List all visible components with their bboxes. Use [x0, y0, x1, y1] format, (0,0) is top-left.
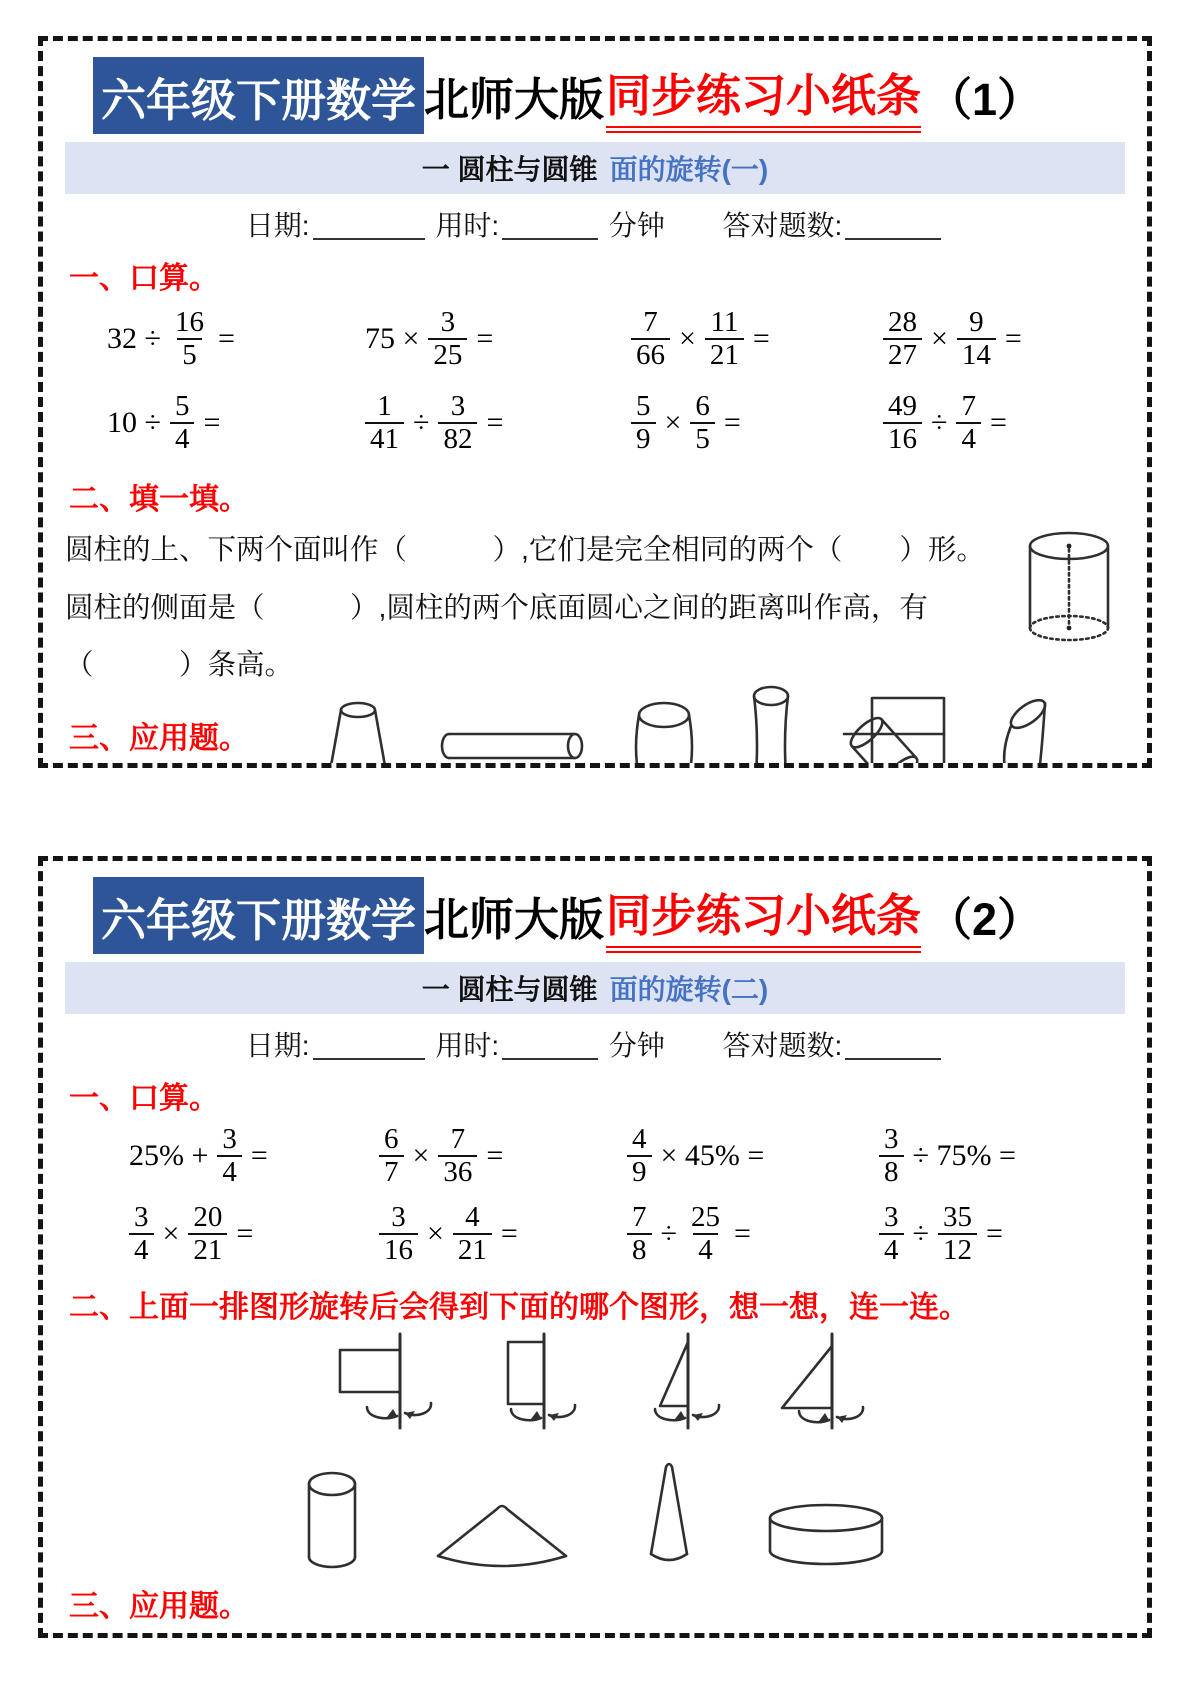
curved-cylinder-icon — [740, 697, 802, 768]
math-token: × — [162, 1217, 180, 1250]
score-label: 答对题数: — [722, 210, 843, 241]
fraction: $\frac{1}{41}$ — [365, 391, 404, 456]
math-problem — [631, 381, 883, 465]
math-problem — [365, 381, 631, 465]
math-token: = — [752, 322, 770, 355]
time-label: 用时: — [435, 1030, 500, 1061]
worksheet-2-title — [93, 877, 1125, 954]
score-label: 答对题数: — [722, 1030, 843, 1061]
math-token: ÷ — [413, 406, 430, 439]
fraction: $\frac{20}{21}$ — [188, 1202, 227, 1267]
unit-name: 一 圆柱与圆锥 — [421, 154, 598, 185]
math-token: = — [723, 406, 741, 439]
tapered-cylinder-figure — [316, 697, 400, 768]
fraction: $\frac{6}{7}$ — [379, 1124, 404, 1189]
time-blank — [502, 1032, 598, 1060]
math-token: ÷ — [931, 406, 948, 439]
rotating-shapes-row — [65, 1330, 1125, 1434]
solid-cylinder-tall-icon — [298, 1468, 366, 1572]
title-series-red: 同步练习小纸条 — [606, 879, 921, 953]
math-problem — [365, 297, 631, 381]
score-blank — [845, 212, 941, 240]
rotating-triangle-wide-icon — [752, 1330, 870, 1434]
tapered-cylinder-icon — [316, 697, 400, 768]
title-grade-highlight: 六年级下册数学 — [93, 57, 424, 134]
math-problem — [627, 1117, 879, 1195]
math-problem — [129, 1117, 379, 1195]
fraction: $\frac{11}{21}$ — [705, 307, 744, 372]
math-token: = — [1004, 322, 1022, 355]
fraction: $\frac{7}{36}$ — [438, 1124, 477, 1189]
worksheet-1 — [38, 36, 1152, 768]
fraction: $\frac{7}{4}$ — [956, 391, 981, 456]
math-problem — [379, 1117, 627, 1195]
vertical-cylinder-icon — [624, 697, 704, 768]
math-token: = — [236, 1217, 254, 1250]
rotating-triangle-narrow-icon — [608, 1330, 726, 1434]
math-problem — [883, 297, 1125, 381]
math-token: = — [733, 1217, 751, 1250]
oral-problems-grid — [65, 297, 1125, 465]
rotating-triangle-wide-figure — [752, 1330, 870, 1434]
unit-banner — [65, 142, 1125, 194]
fraction: $\frac{28}{27}$ — [883, 307, 922, 372]
worksheet-1-title — [93, 57, 1125, 134]
math-problem — [379, 1195, 627, 1273]
fraction: $\frac{16}{5}$ — [174, 305, 204, 371]
math-problem — [631, 297, 883, 381]
lesson-topic: 面的旋转(一) — [609, 154, 769, 185]
math-token: × — [679, 322, 696, 355]
fraction: $\frac{7}{8}$ — [627, 1202, 652, 1267]
fraction: $\frac{49}{16}$ — [883, 391, 922, 456]
squares-with-tilted-cylinder-figure — [838, 697, 950, 768]
cylinder-diagram-icon — [1013, 518, 1125, 648]
math-problem — [879, 1117, 1125, 1195]
lesson-topic: 面的旋转(二) — [609, 974, 769, 1005]
math-problem — [107, 297, 365, 381]
math-token: = — [203, 406, 221, 439]
section-oral-heading: 一、口算。 — [69, 262, 219, 295]
score-blank — [845, 1032, 941, 1060]
solid-cylinder-short-icon — [760, 1498, 892, 1572]
figure-row — [249, 697, 1125, 768]
rotating-rectangle-tall-figure — [464, 1330, 582, 1434]
fraction: $\frac{4}{21}$ — [453, 1202, 492, 1267]
section-fill-heading: 二、填一填。 — [69, 483, 249, 516]
math-token: × — [427, 1217, 444, 1250]
rotating-triangle-narrow-figure — [608, 1330, 726, 1434]
solid-cone-flat-icon — [426, 1490, 578, 1572]
title-edition: 北师大版 — [424, 894, 605, 945]
title-sheet-number: （2） — [927, 894, 1043, 945]
fraction: $\frac{6}{5}$ — [690, 391, 715, 456]
solid-shapes-row — [65, 1456, 1125, 1572]
math-token: = — [500, 1217, 518, 1250]
math-token: = — [486, 406, 504, 439]
fraction: $\frac{3}{16}$ — [379, 1202, 418, 1267]
math-token: × — [931, 322, 948, 355]
title-edition: 北师大版 — [424, 74, 605, 125]
math-problem — [879, 1195, 1125, 1273]
solid-cone-tall-figure — [638, 1456, 700, 1572]
math-token: ÷ — [912, 1217, 929, 1250]
section-match-heading: 二、上面一排图形旋转后会得到下面的哪个图形，想一想，连一连。 — [69, 1291, 969, 1324]
math-token: × — [412, 1139, 430, 1172]
rotating-rectangle-tall-icon — [464, 1330, 582, 1434]
math-token: = — [217, 322, 235, 355]
oblique-cylinder-figure — [986, 697, 1058, 768]
worksheet-2 — [38, 856, 1152, 1638]
math-problem — [883, 381, 1125, 465]
fraction: $\frac{25}{4}$ — [690, 1200, 720, 1266]
math-token: = — [985, 1217, 1003, 1250]
title-series-red: 同步练习小纸条 — [606, 59, 921, 133]
section-applied-heading: 三、应用题。 — [69, 721, 249, 755]
horizontal-cylinder-figure — [436, 697, 588, 768]
date-label: 日期: — [245, 1030, 310, 1061]
info-line — [65, 1024, 1125, 1064]
math-token: 25% + — [129, 1139, 209, 1172]
unit-banner — [65, 962, 1125, 1014]
rotating-rectangle-wide-icon — [320, 1330, 438, 1434]
fraction: $\frac{7}{66}$ — [631, 307, 670, 372]
squares-with-tilted-cylinder-icon — [838, 697, 950, 768]
fraction: $\frac{4}{9}$ — [627, 1124, 652, 1189]
info-line — [65, 204, 1125, 244]
applied-row — [65, 697, 1125, 768]
fraction: $\frac{5}{4}$ — [170, 391, 195, 456]
unit-name: 一 圆柱与圆锥 — [421, 974, 598, 1005]
math-problem — [627, 1195, 879, 1273]
fraction: $\frac{3}{4}$ — [217, 1124, 242, 1189]
fraction: $\frac{35}{12}$ — [938, 1202, 977, 1267]
math-token: = — [476, 322, 494, 355]
fill-in-block — [65, 518, 1125, 695]
fraction: $\frac{5}{9}$ — [631, 391, 656, 456]
rotating-rectangle-wide-figure — [320, 1330, 438, 1434]
fill-in-text: 圆柱的上、下两个面叫作（ ）,它们是完全相同的两个（ ）形。圆柱的侧面是（ ）,圆柱的两个底面圆心之间的距离叫作高，有（ ）条高。 — [65, 534, 985, 682]
math-token: ÷ — [660, 1217, 677, 1250]
math-token: = — [486, 1139, 504, 1172]
fraction: $\frac{3}{8}$ — [879, 1124, 904, 1189]
math-token: = — [250, 1139, 268, 1172]
fraction: $\frac{3}{25}$ — [428, 307, 467, 372]
math-token: × — [664, 406, 682, 439]
applied-question — [65, 1633, 1125, 1638]
math-token: = — [989, 406, 1007, 439]
fraction: $\frac{3}{82}$ — [438, 391, 477, 456]
math-token: 75 × — [365, 322, 420, 355]
vertical-cylinder-figure — [624, 697, 704, 768]
title-sheet-number: （1） — [927, 74, 1043, 125]
solid-cone-tall-icon — [638, 1456, 700, 1572]
date-label: 日期: — [245, 210, 310, 241]
date-blank — [313, 1032, 425, 1060]
solid-cylinder-tall-figure — [298, 1468, 366, 1572]
oblique-cylinder-icon — [986, 697, 1058, 768]
fraction: $\frac{3}{4}$ — [879, 1202, 904, 1267]
solid-cone-flat-figure — [426, 1490, 578, 1572]
horizontal-cylinder-icon — [436, 697, 588, 768]
time-label: 用时: — [435, 210, 500, 241]
math-token: × 45% = — [660, 1139, 765, 1172]
fraction: $\frac{9}{14}$ — [957, 307, 996, 372]
fraction: $\frac{3}{4}$ — [129, 1202, 154, 1267]
math-token: 10 ÷ — [107, 406, 161, 439]
curved-cylinder-figure — [740, 697, 802, 768]
section-applied-heading: 三、应用题。 — [69, 1590, 249, 1623]
math-token: 32 ÷ — [107, 322, 161, 355]
math-token: ÷ 75% = — [912, 1139, 1016, 1172]
math-problem — [107, 381, 365, 465]
oral-problems-grid — [65, 1117, 1125, 1273]
solid-cylinder-short-figure — [760, 1498, 892, 1572]
date-blank — [313, 212, 425, 240]
minutes-label: 分钟 — [608, 1030, 665, 1061]
title-grade-highlight: 六年级下册数学 — [93, 877, 424, 954]
minutes-label: 分钟 — [608, 210, 665, 241]
time-blank — [502, 212, 598, 240]
math-problem — [129, 1195, 379, 1273]
section-oral-heading: 一、口算。 — [69, 1082, 219, 1115]
